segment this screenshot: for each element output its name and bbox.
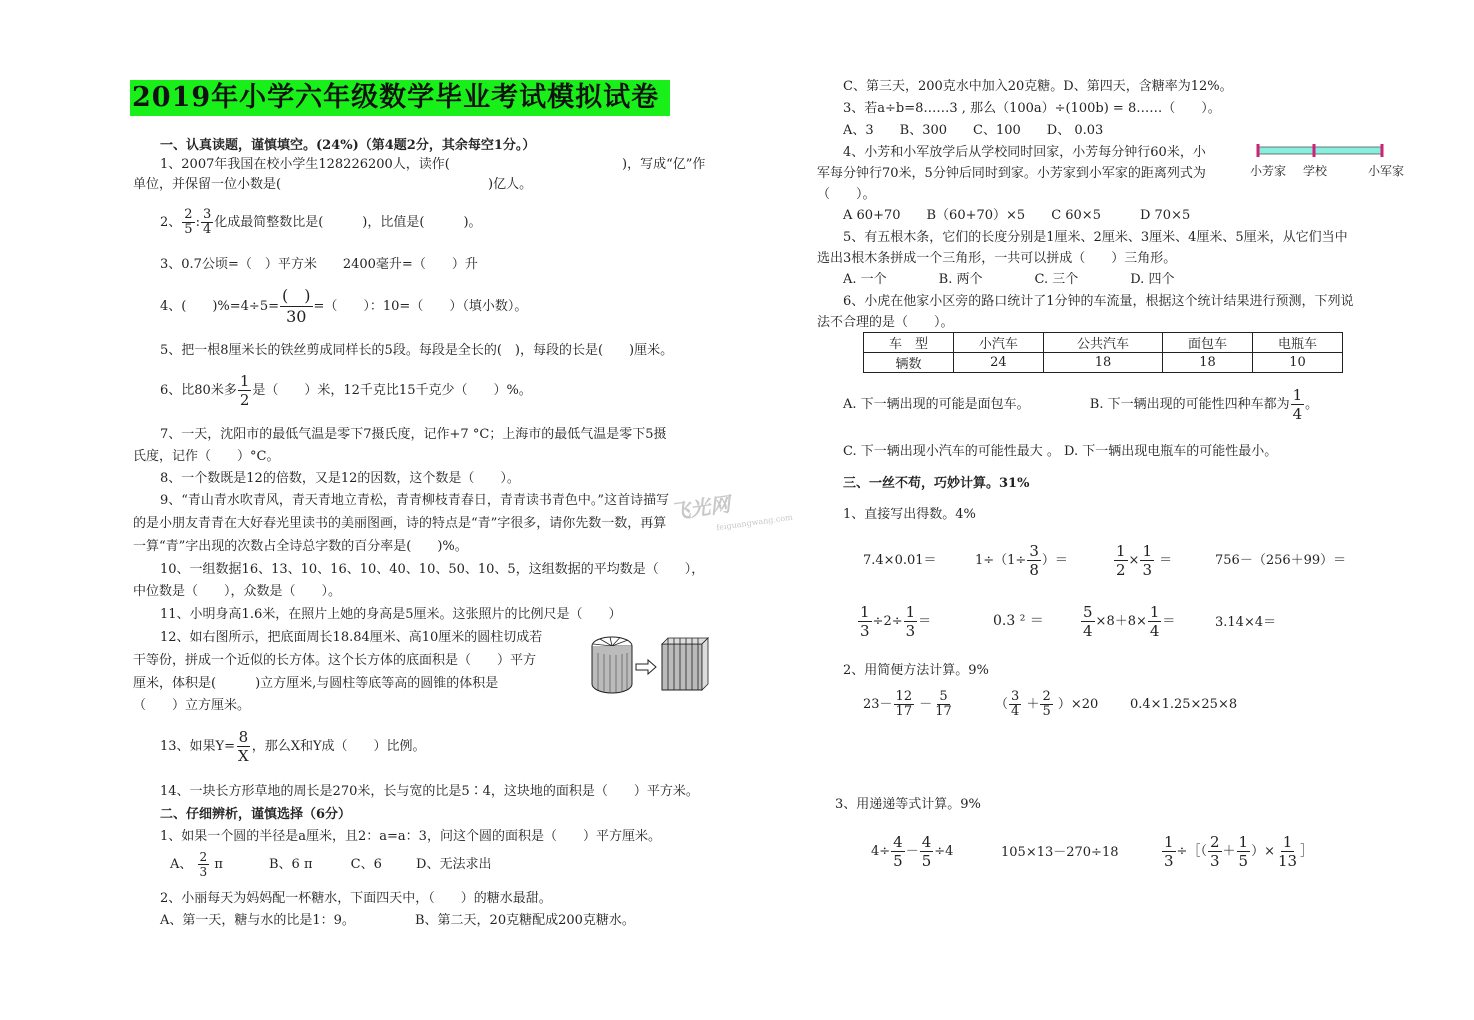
table-header-cell: 小汽车 [953,333,1043,353]
cylinder-cut-figure [590,632,720,694]
table-cell: 18 [1043,353,1162,373]
q14: 14、一块长方形草地的周长是270米，长与宽的比是5∶4，这块地的面积是（ ）平方米。 [160,784,699,799]
s2-q2: 2、小丽每天为妈妈配一杯糖水，下面四天中，（ ）的糖水最甜。 [160,891,552,906]
watermark-logo: 飞光网 [668,491,732,525]
fraction: $\frac{2}{3}$ [199,850,208,879]
q3: 3、0.7公顷=（ ）平方米 2400毫升=（ ）升 [160,257,478,272]
s2-q6-line1: 6、小虎在他家小区旁的路口统计了1分钟的车流量，根据这个统计结果进行预测，下列说 [843,294,1354,309]
q12-line1: 12、如右图所示，把底面周长18.84厘米、高10厘米的圆柱切成若 [160,630,543,645]
calc-1-heading: 1、直接写出得数。4% [843,507,976,522]
table-cell: 24 [953,353,1043,373]
q11: 11、小明身高1.6米，在照片上她的身高是5厘米。这张照片的比例尺是（ ） [160,607,622,622]
q1-line2b: )亿人。 [488,177,533,192]
route-label-xiaofang: 小芳家 [1250,164,1287,178]
expr-4: 756－（256＋99）＝ [1215,553,1347,568]
q5: 5、把一根8厘米长的铁丝剪成同样长的5段。每段是全长的( )，每段的长是( )厘米。 [160,343,674,358]
simplify-3: 0.4×1.25×25×8 [1130,697,1238,712]
fraction: $\frac{( )}{30}$ [282,286,311,326]
page-title: 2019年小学六年级数学毕业考试模拟试卷 [130,80,670,116]
s2-q4-line3: （ ）。 [817,187,876,202]
fraction: $\frac{8}{X}$ [238,728,249,765]
expr-3: $\frac{1}{2}$ × $\frac{1}{3}$ ＝ [1116,542,1173,579]
q9-line1: 9、“青山青水吹青风，青天青地立青松，青青柳枝青春日，青青读书青色中。”这首诗描写 [160,493,670,508]
stepwise-1: 4÷ $\frac{4}{5}$ － $\frac{4}{5}$ ÷4 [871,833,954,870]
q4: 4、( )%=4÷5= $\frac{( )}{30}$ =（ ）：10=（ ）（填小数）。 [160,286,528,326]
q1-line1b: )，写成“亿”作 [622,157,706,172]
q1-line2a: 单位，并保留一位小数是( [133,177,282,192]
fraction: $\frac{3}{4}$ [202,207,212,237]
q1-line1a: 1、2007年我国在校小学生128226200人，读作( [160,157,450,172]
route-label-xiaojun: 小军家 [1368,164,1405,178]
q12-line2: 干等份，拼成一个近似的长方体。这个长方体的底面积是（ ）平方 [133,653,537,668]
s2-q2-option-b: B、第二天，20克糖配成200克糖水。 [415,913,635,928]
q13: 13、如果Y= $\frac{8}{X}$ ，那么X和Y成（ ）比例。 [160,728,426,765]
table-header-cell: 面包车 [1163,333,1253,353]
q9-line3: 一算“青”字出现的次数占全诗总字数的百分率是( )%。 [133,539,468,554]
s2-q3-options: A、3 B、300 C、100 D、 0.03 [843,123,1104,138]
fraction: $\frac{1}{2}$ [239,372,250,409]
s2-q2-options-cd: C、第三天，200克水中加入20克糖。D、第四天，含糖率为12%。 [843,79,1233,94]
q8: 8、一个数既是12的倍数，又是12的因数，这个数是（ ）。 [160,471,520,486]
q9-line2: 的是小朋友青青在大好春光里读书的美丽图画，诗的特点是“青”字很多，请你先数一数，再算 [133,516,667,531]
s2-q6-options-cd: C. 下一辆出现小汽车的可能性最大 。 D. 下一辆出现电瓶车的可能性最小。 [843,444,1278,459]
q7-line2: 氏度，记作（ ）°C。 [133,449,280,464]
q12-line4: （ ）立方厘米。 [133,698,251,713]
calc-2-heading: 2、用简便方法计算。9% [843,663,989,678]
fraction: $\frac{2}{5}$ [184,207,193,237]
expr-2: 1÷（1÷ $\frac{3}{8}$ ）＝ [975,542,1068,579]
s2-q3: 3、若a÷b=8……3 , 那么（100a）÷(100b) = 8……（ ）。 [843,101,1221,116]
expr-1: 7.4×0.01＝ [863,553,937,568]
s2-q5-options: A. 一个 B. 两个 C. 三个 D. 四个 [843,272,1175,287]
section-3-heading: 三、一丝不苟，巧妙计算。31% [843,476,1030,491]
q12-line3: 厘米，体积是( )立方厘米,与圆柱等底等高的圆锥的体积是 [133,676,499,691]
section-2-heading: 二、仔细辨析，谨慎选择（6分） [160,807,352,822]
s2-q6-options-ab: A. 下一辆出现的可能是面包车。 B. 下一辆出现的可能性四种车都为 $\frac{1}{4}$ 。 [843,386,1319,423]
table-cell: 辆数 [864,353,954,373]
table-header-row [864,333,1343,353]
s2-q1: 1、如果一个圆的半径是a厘米，且2：a=a：3，问这个圆的面积是（ ）平方厘米。 [160,829,661,844]
s2-q4-line1: 4、小芳和小军放学后从学校同时回家，小芳每分钟行60米，小 [843,145,1206,160]
table-cell: 18 [1163,353,1253,373]
expr-8: 3.14×4＝ [1215,615,1277,630]
stepwise-3: $\frac{1}{3}$ ÷［（ $\frac{2}{3}$ ＋ $\frac{1}{5}$ ）× $\frac{1}{13}$ ］ [1164,833,1314,870]
table-cell: 10 [1253,353,1343,373]
table-row [864,353,1343,373]
s2-q4-line2: 军每分钟行70米，5分钟后同时到家。小芳家到小军家的距离列式为 [817,166,1206,181]
expr-7: $\frac{5}{4}$ ×8＋8× $\frac{1}{4}$ ＝ [1083,603,1176,640]
q2: 2、 $\frac{2}{5}$ : $\frac{3}{4}$ 化成最简整数比是( )，比值是( )。 [160,207,482,237]
simplify-1: 23－ $\frac{12}{17}$ － $\frac{5}{17}$ [863,689,952,719]
expr-5: $\frac{1}{3}$ ÷2÷ $\frac{1}{3}$ ＝ [860,603,932,640]
s2-q5-line1: 5、有五根木条，它们的长度分别是1厘米、2厘米、3厘米、4厘米、5厘米，从它们当中 [843,230,1348,245]
expr-6: 0.3 ² ＝ [993,613,1044,629]
q7-line1: 7、一天，沈阳市的最低气温是零下7摄氏度，记作+7 °C；上海市的最低气温是零下5摄 [160,427,667,442]
s2-q2-option-a: A、第一天，糖与水的比是1：9。 [160,913,355,928]
table-header-cell: 电瓶车 [1253,333,1343,353]
calc-3-heading: 3、用递递等式计算。9% [835,797,981,812]
table-header-cell: 车 型 [864,333,954,353]
stepwise-2: 105×13－270÷18 [1001,845,1119,860]
q6: 6、比80米多 $\frac{1}{2}$ 是（ ）米，12千克比15千克少（ ）%。 [160,372,532,409]
watermark-url: feiguangwang.com [715,512,794,533]
route-label-school: 学校 [1303,164,1328,178]
table-header-cell: 公共汽车 [1043,333,1162,353]
s2-q1-options: A、 $\frac{2}{3}$ π B、6 π C、6 D、无法求出 [170,850,492,879]
car-count-table [863,332,1343,373]
section-1-heading: 一、认真读题，谨慎填空。(24%)（第4题2分，其余每空1分。） [160,138,536,153]
q10-line2: 中位数是（ ），众数是（ ）。 [133,584,342,599]
s2-q4-options: A 60+70 B（60+70）×5 C 60×5 D 70×5 [843,208,1191,223]
fraction: $\frac{1}{4}$ [1292,386,1303,423]
simplify-2: （ $\frac{3}{4}$ ＋ $\frac{2}{5}$ ）×20 [995,689,1099,719]
s2-q6-line2: 法不合理的是（ ）。 [817,315,954,330]
s2-q5-line2: 选出3根木条拼成一个三角形，一共可以拼成（ ）三角形。 [817,251,1177,266]
q10-line1: 10、一组数据16、13、10、16、10、40、10、50、10、5，这组数据的平均数是（ ）， [160,562,705,577]
